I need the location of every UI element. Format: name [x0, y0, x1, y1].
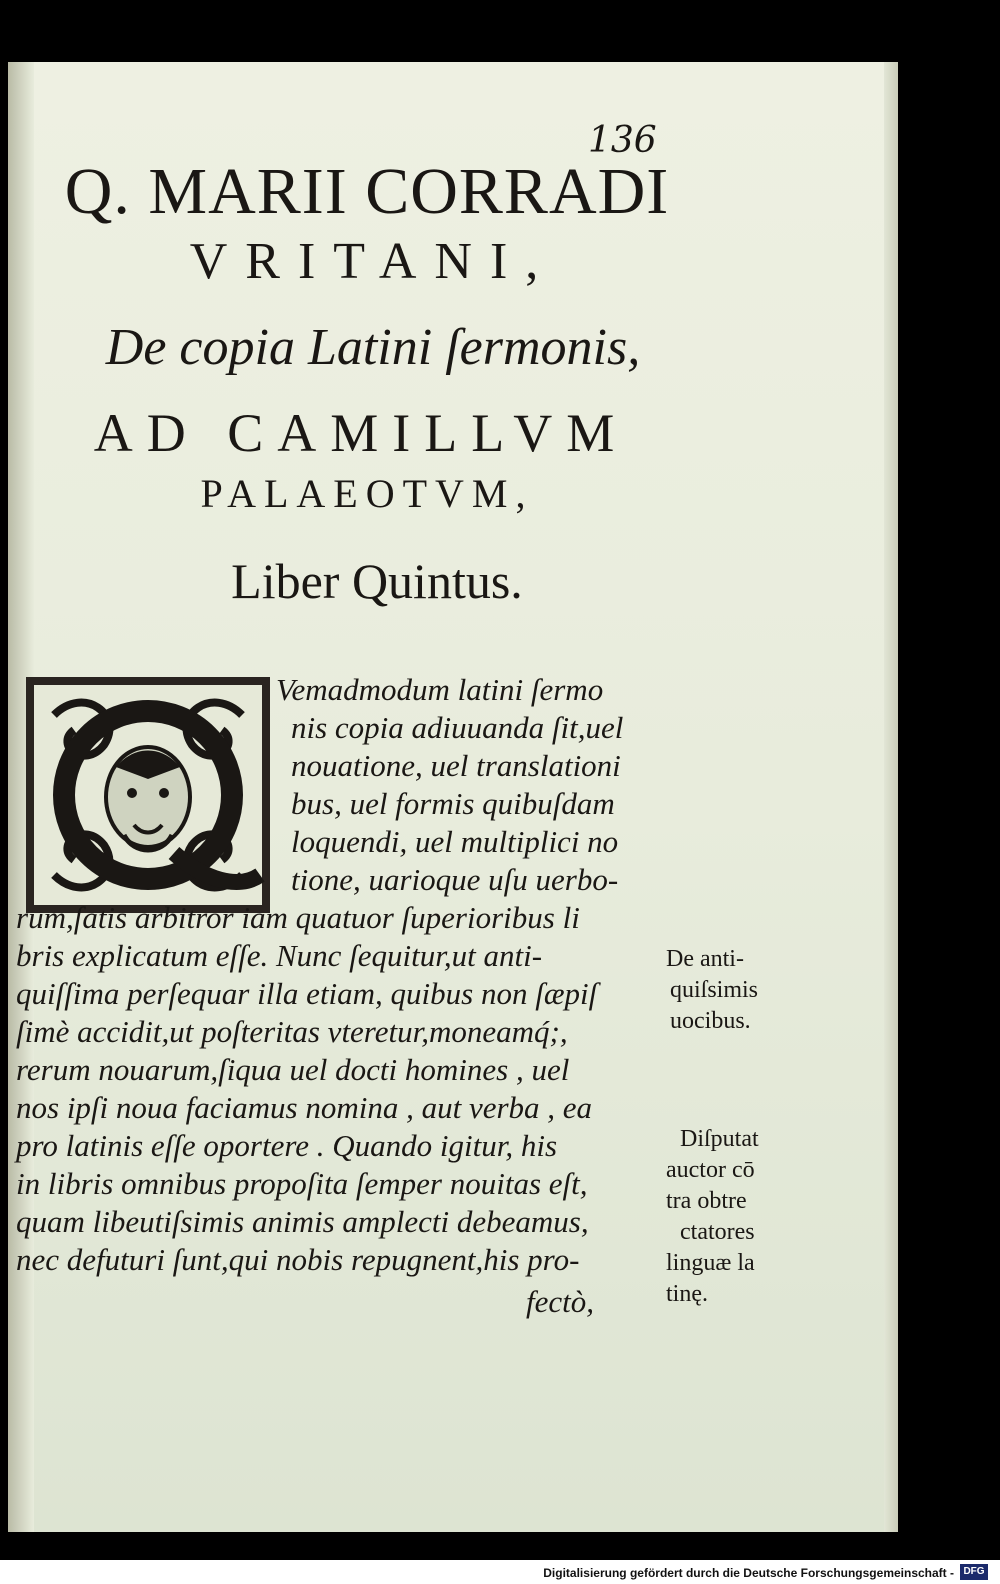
text-line: loquendi, uel multiplici no: [291, 824, 619, 859]
decorated-initial-q-icon: [24, 675, 272, 915]
title-dedication: AD CAMILLVM: [93, 403, 629, 463]
title-dedicatee: PALAEOTVM,: [200, 471, 534, 516]
title-work: De copia Latini ſermonis,: [105, 319, 641, 376]
text-line: nis copia adiuuanda ſit,uel: [291, 710, 624, 745]
text-line: pro latinis eſſe oportere . Quando igitur, his: [16, 1128, 558, 1163]
text-line: rum,ſatis arbitror iam quatuor ſuperioribus li: [16, 900, 580, 935]
text-line: rerum nouarum,ſiqua uel docti homines , uel: [16, 1052, 570, 1087]
catchword: fectò,: [526, 1284, 594, 1319]
text-line: quiſſima perſequar illa etiam, quibus non ſæpiſ: [16, 976, 598, 1011]
dfg-logo-icon: DFG: [960, 1564, 988, 1580]
margin-note-disputation: Diſputat auctor cō tra obtre ctatores linguæ la tinę.: [666, 1126, 759, 1307]
text-line: nec defuturi ſunt,qui nobis repugnent,his pro-: [16, 1242, 580, 1277]
book-page: [8, 62, 898, 1532]
text-line: nos ipſi noua faciamus nomina , aut verba , ea: [16, 1090, 593, 1125]
text-line: bris explicatum eſſe. Nunc ſequitur,ut anti-: [16, 938, 543, 973]
margin-note-ancient-words: De anti- quiſsimis uocibus.: [666, 946, 759, 1034]
page-edge-shadow: [884, 62, 898, 1532]
page-number: 136: [588, 120, 657, 161]
title-author: Q. MARII CORRADI: [64, 155, 670, 228]
title-origin: VRITANI,: [189, 233, 557, 290]
text-line: bus, uel formis quibuſdam: [291, 786, 615, 821]
text-line: nouatione, uel translationi: [291, 748, 621, 783]
funding-credit: Digitalisierung gefördert durch die Deutsche Forschungsgemeinschaft -: [543, 1566, 954, 1580]
text-line: Vemadmodum latini ſermo: [276, 672, 604, 707]
text-line: ſimè accidit,ut poſteritas vteretur,moneamq́;,: [16, 1014, 568, 1049]
text-line: tione, uarioque uſu uerbo-: [291, 862, 619, 897]
text-line: quam libeutiſsimis animis amplecti debeamus,: [16, 1204, 589, 1239]
text-line: in libris omnibus propoſita ſemper nouitas eſt,: [16, 1166, 588, 1201]
book-heading: Liber Quintus.: [231, 553, 523, 609]
